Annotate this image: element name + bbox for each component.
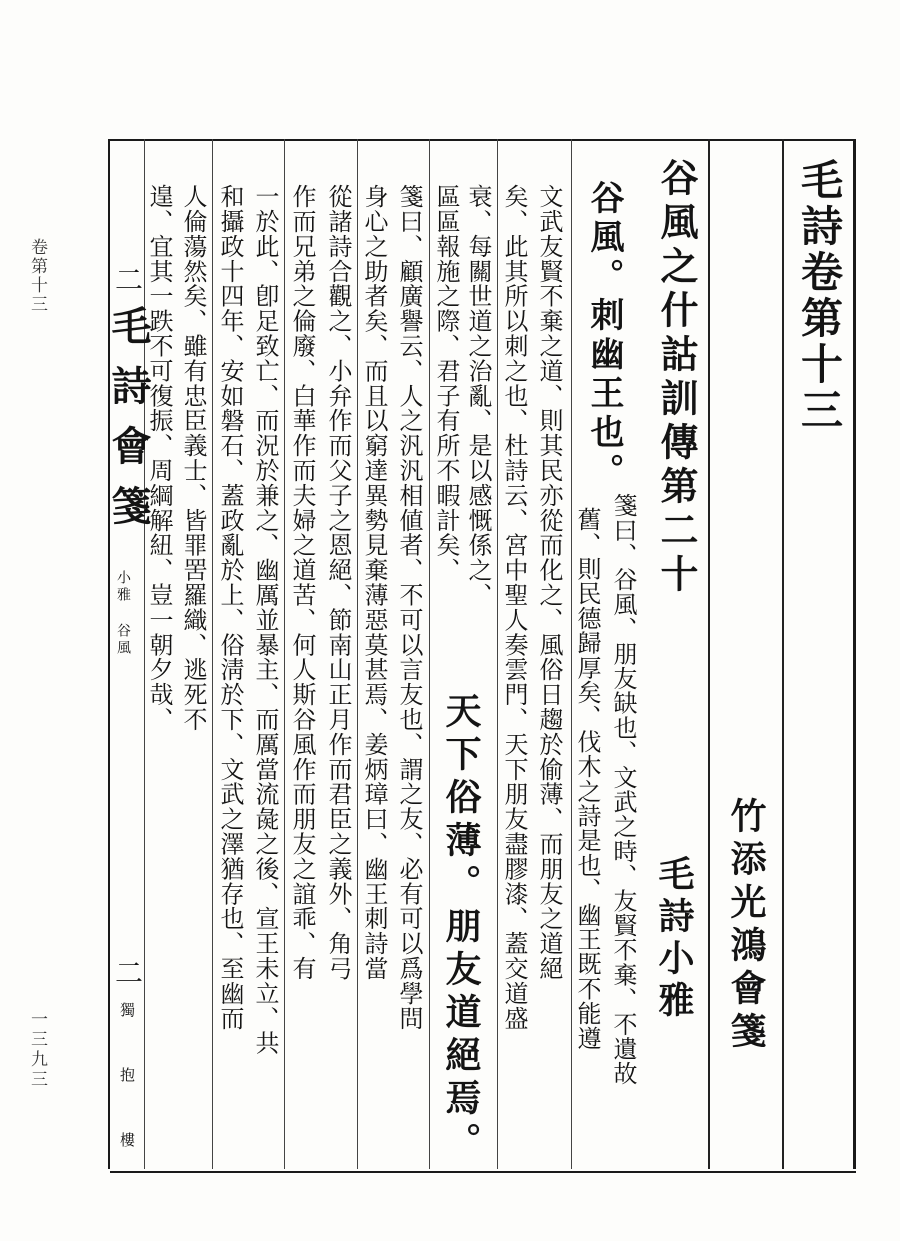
banner-bottom-mark: 二 <box>111 958 144 986</box>
col-commentary-1: 箋曰、谷風、朋友缺也、文武之時、友賢不棄、不遺故 <box>609 493 637 1086</box>
col-commentary-3: 文武友賢不棄之道、則其民亦從而化之、風俗日趨於偷薄、而朋友之道絕 <box>535 184 563 981</box>
col-chapter-title: 谷風之什詁訓傳第二十 <box>654 158 699 598</box>
col-commentary-2: 舊、則民德歸厚矣、伐木之詩是也、幽王既不能遵 <box>573 507 601 1051</box>
col-commentary-9: 從諸詩合觀之、小弁作而父子之恩絕、節南山正月作而君臣之義外、角弓 <box>324 184 352 981</box>
col-commentary-7: 箋曰、顧廣譽云、人之汎汎相値者、不可以言友也、謂之友、必有可以爲學問 <box>395 184 423 1031</box>
banner-publisher: 獨 抱 樓 <box>118 1002 136 1163</box>
col-volume-title: 毛詩卷第十三 <box>795 158 844 434</box>
col-commentary-14: 遑、宜其一跌不可復振、周綱解紐、豈一朝夕哉、 <box>145 184 173 732</box>
banner-top-mark: 二 <box>111 265 144 293</box>
frame-left-border <box>108 139 110 1169</box>
col-commentary-6: 區區報施之際、君子有所不暇計矣、 <box>432 184 460 583</box>
banner-subtitle: 小雅 谷風 <box>115 570 131 657</box>
col-preface-verse: 天下俗薄。朋友道絕焉。 <box>440 692 482 1165</box>
rule-1 <box>782 139 784 1169</box>
margin-volume-label: 卷第十三 <box>27 238 47 314</box>
rule-3 <box>571 139 572 1169</box>
rule-2 <box>708 139 710 1169</box>
col-poem-title: 谷風。刺幽王也。 <box>584 180 624 492</box>
banner-title: 毛詩會箋 <box>105 305 152 545</box>
rule-4 <box>497 139 498 1169</box>
col-author: 竹添光鴻會箋 <box>725 797 767 1055</box>
rule-8 <box>212 139 213 1169</box>
frame-right-border <box>853 139 856 1169</box>
margin-page-number: 一三九三 <box>27 1010 47 1090</box>
col-section-name: 毛詩小雅 <box>653 855 695 1023</box>
col-commentary-8: 身心之助者矣、而且以窮達異勢見棄薄惡莫甚焉、姜炳璋曰、幽王刺詩當 <box>360 184 388 981</box>
rule-7 <box>284 139 285 1169</box>
rule-6 <box>357 139 358 1169</box>
col-commentary-12: 和攝政十四年、安如磐石、蓋政亂於上、俗淸於下、文武之澤猶存也、至幽而 <box>216 184 244 1031</box>
col-commentary-10: 作而兄弟之倫廢、白華作而夫婦之道苦、何人斯谷風作而朋友之誼乖、有 <box>288 184 316 981</box>
col-commentary-4: 矣、此其所以刺之也、杜詩云、宮中聖人奏雲門、天下朋友盡膠漆、蓋交道盛 <box>500 184 528 1031</box>
col-commentary-13: 人倫蕩然矣、雖有忠臣義士、皆罪罟羅織、逃死不 <box>179 184 207 732</box>
rule-5 <box>429 139 430 1169</box>
col-commentary-5: 衰、每關世道之治亂、是以感慨係之、 <box>464 184 492 608</box>
col-commentary-11: 一於此、卽足致亡、而況於兼之、幽厲並暴主、而厲當流彘之後、宣王未立、共 <box>251 184 279 1056</box>
